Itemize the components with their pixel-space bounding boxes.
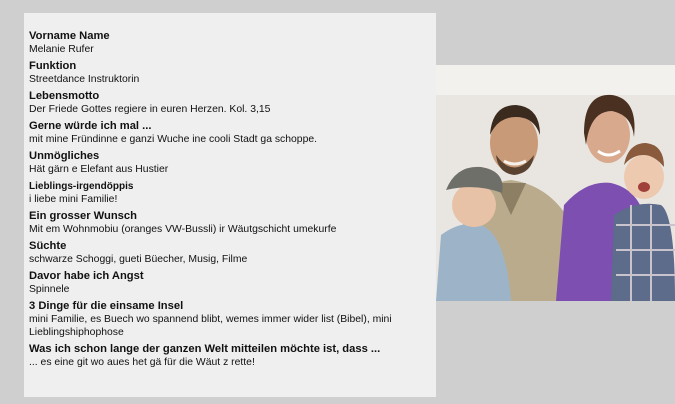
entry-label: Unmögliches (29, 150, 100, 162)
entry-label: Gerne würde ich mal ... (29, 120, 152, 132)
entry-value: ... es eine git wo aues het gä für die Wäut z rette! (29, 357, 255, 368)
entry-value: Melanie Rufer (29, 44, 94, 55)
entry-value: Streetdance Instruktorin (29, 74, 140, 85)
entry-value: i liebe mini Familie! (29, 194, 118, 205)
entry-value: mini Familie, es Buech wo spannend blibt, wemes immer wider list (Bibel), mini Lieblingshiphophose (29, 314, 392, 338)
entry-value: mit mine Fründinne e ganzi Wuche ine cooli Stadt ga schoppe. (29, 134, 318, 145)
entry-value: Spinnele (29, 284, 70, 295)
entry-addictions (29, 240, 436, 266)
entry-label: Vorname Name (29, 30, 110, 42)
entry-name (29, 30, 436, 56)
entry-value: Hät gärn e Elefant aus Hustier (29, 164, 169, 175)
family-photo (436, 65, 675, 301)
entry-impossible (29, 150, 436, 176)
entry-function (29, 60, 436, 86)
entry-value: Der Friede Gottes regiere in euren Herzen. Kol. 3,15 (29, 104, 271, 115)
entry-wish (29, 210, 436, 236)
entry-island (29, 300, 436, 339)
entry-label: Lieblings-irgendöppis (29, 181, 134, 192)
entry-label: 3 Dinge für die einsame Insel (29, 300, 184, 312)
entry-motto (29, 90, 436, 116)
entry-value: schwarze Schoggi, gueti Büecher, Musig, Filme (29, 254, 248, 265)
entry-would-like (29, 120, 436, 146)
profile-panel (24, 13, 436, 397)
entry-message (29, 343, 436, 369)
entry-label: Ein grosser Wunsch (29, 210, 137, 222)
entry-label: Funktion (29, 60, 77, 72)
entry-favorite (29, 180, 436, 206)
entry-label: Lebensmotto (29, 90, 100, 102)
entry-label: Davor habe ich Angst (29, 270, 144, 282)
entry-label: Süchte (29, 240, 67, 252)
entry-label: Was ich schon lange der ganzen Welt mitteilen möchte ist, dass ... (29, 343, 381, 355)
entry-fear (29, 270, 436, 296)
entry-value: Mit em Wohnmobiu (oranges VW-Bussli) ir Wäutgschicht umekurfe (29, 224, 337, 235)
